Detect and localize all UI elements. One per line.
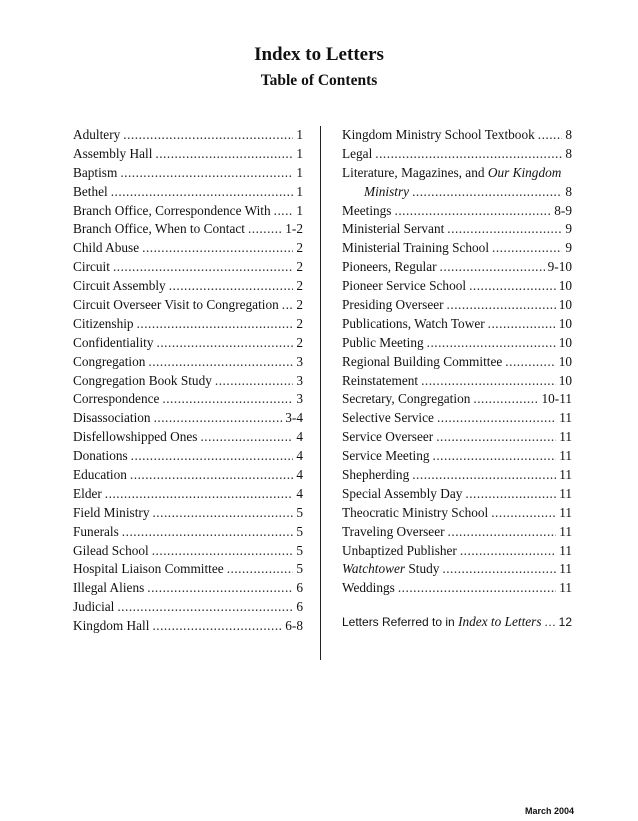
index-entry [342, 428, 572, 447]
entry-label: Illegal Aliens [73, 580, 145, 596]
index-entry [73, 126, 303, 145]
index-entry [73, 428, 303, 447]
index-entry [342, 542, 572, 561]
entry-page: 4 [296, 485, 303, 501]
entry-label: Weddings [342, 580, 395, 596]
entry-page: 11 [559, 523, 572, 539]
entry-label: Ministry [364, 183, 410, 199]
footer-date: March 2004 [525, 806, 575, 816]
dot-leader [447, 220, 562, 239]
entry-page: 6-8 [285, 618, 303, 634]
dot-leader [492, 239, 562, 258]
index-entry [342, 447, 572, 466]
index-entry [342, 315, 572, 334]
entry-page: 11 [559, 504, 572, 520]
entry-page: 10 [558, 315, 572, 331]
dot-leader [447, 296, 556, 315]
dot-leader [147, 579, 293, 598]
entry-page: 2 [296, 315, 303, 331]
entry-label: Circuit Assembly [73, 278, 166, 294]
entry-label: Funerals [73, 523, 119, 539]
entry-label: Kingdom Ministry School Textbook [342, 127, 535, 142]
entry-label: Assembly Hall [73, 145, 153, 161]
entry-page: 9 [565, 240, 572, 256]
index-entry [73, 258, 303, 277]
entry-label: Pioneer Service School [342, 278, 467, 294]
dot-leader [375, 145, 562, 164]
entry-page: 4 [296, 429, 303, 445]
dot-leader [122, 523, 294, 542]
dot-leader [412, 183, 562, 202]
entry-page: 1 [296, 145, 303, 161]
entry-page: 3 [296, 353, 303, 369]
entry-page: 5 [296, 523, 303, 539]
index-entry [342, 296, 572, 315]
index-entry [342, 372, 572, 391]
index-entry [73, 164, 303, 183]
dot-leader [433, 447, 557, 466]
entry-label: Kingdom Hall [73, 618, 150, 634]
dot-leader [398, 579, 556, 598]
index-entry [342, 334, 572, 353]
entry-label: Service Meeting [342, 448, 430, 464]
entry-label: Theocratic Ministry School [342, 504, 489, 520]
entry-page: 1 [296, 183, 303, 199]
dot-leader [137, 315, 294, 334]
entry-label: Hospital Liaison Committee [73, 561, 224, 577]
index-entry [342, 164, 572, 183]
entry-label: Letters Referred to in Index to Letters [342, 614, 542, 630]
entry-label: Citizenship [73, 315, 134, 331]
dot-leader [505, 353, 555, 372]
entry-page: 2 [296, 297, 303, 313]
index-entry [342, 353, 572, 372]
entry-page: 5 [296, 561, 303, 577]
entry-page: 10-11 [541, 391, 572, 407]
dot-leader [142, 239, 293, 258]
dot-leader [274, 202, 294, 221]
index-entry [73, 202, 303, 221]
entry-label: Adultery [73, 127, 121, 142]
index-entry [342, 560, 572, 579]
dot-leader [113, 258, 293, 277]
entry-label: Selective Service [342, 410, 434, 426]
entry-label: Public Meeting [342, 334, 424, 350]
entry-page: 1-2 [285, 221, 303, 237]
dot-leader [157, 334, 294, 353]
entry-label: Congregation Book Study [73, 372, 212, 388]
entry-page: 8 [565, 145, 572, 161]
entry-page: 10 [558, 297, 572, 313]
index-entry [73, 315, 303, 334]
spacer [342, 598, 572, 613]
entry-page: 2 [296, 278, 303, 294]
entry-label: Circuit Overseer Visit to Congregation [73, 297, 279, 313]
index-entry [73, 542, 303, 561]
dot-leader [117, 598, 293, 617]
index-entry [73, 579, 303, 598]
dot-leader [465, 485, 556, 504]
dot-leader [473, 390, 538, 409]
dot-leader [440, 258, 545, 277]
dot-leader [488, 315, 556, 334]
index-entry [73, 598, 303, 617]
entry-page: 12 [558, 615, 572, 630]
entry-label: Secretary, Congregation [342, 391, 471, 407]
entry-label: Regional Building Committee [342, 353, 503, 369]
index-entry [73, 372, 303, 391]
dot-leader [545, 613, 556, 632]
entry-page: 5 [296, 504, 303, 520]
page-subtitle: Table of Contents [260, 72, 378, 89]
dot-leader [491, 504, 556, 523]
entry-page: 10 [558, 372, 572, 388]
entry-label: Watchtower Study [342, 561, 440, 577]
entry-label: Confidentiality [73, 334, 154, 350]
entry-label: Ministerial Servant [342, 221, 445, 237]
dot-leader [154, 409, 283, 428]
dot-leader [148, 353, 293, 372]
entry-page: 11 [559, 561, 572, 577]
entry-page: 9 [565, 221, 572, 237]
entry-page: 10 [558, 334, 572, 350]
index-entry [73, 390, 303, 409]
entry-label: Judicial [73, 599, 115, 615]
index-entry [342, 258, 572, 277]
index-entry [342, 277, 572, 296]
index-entry [342, 239, 572, 258]
entry-label: Service Overseer [342, 429, 434, 445]
dot-leader [131, 447, 294, 466]
index-entry [342, 390, 572, 409]
entry-label: Branch Office, When to Contact [73, 221, 245, 237]
entry-page: 2 [296, 240, 303, 256]
entry-label: Correspondence [73, 391, 160, 407]
entry-page: 3-4 [285, 410, 303, 426]
index-entry [342, 523, 572, 542]
dot-leader [421, 372, 556, 391]
column-divider [320, 126, 321, 660]
entry-page: 11 [559, 542, 572, 558]
index-entry [73, 409, 303, 428]
entry-label: Traveling Overseer [342, 523, 445, 539]
entry-page: 10 [558, 278, 572, 294]
dot-leader [152, 542, 294, 561]
index-entry [342, 126, 572, 145]
entry-page: 11 [559, 429, 572, 445]
entry-page: 3 [296, 391, 303, 407]
index-entry [73, 504, 303, 523]
entry-page: 1 [296, 164, 303, 180]
index-entry [342, 220, 572, 239]
entry-label: Education [73, 467, 127, 483]
index-entry [73, 485, 303, 504]
dot-leader [437, 409, 556, 428]
index-entry [73, 353, 303, 372]
entry-page: 11 [559, 467, 572, 483]
dot-leader [152, 504, 293, 523]
entry-page: 6 [296, 599, 303, 615]
dot-leader [215, 372, 293, 391]
entry-label: Child Abuse [73, 240, 140, 256]
index-entry [342, 613, 572, 632]
right-index-column [342, 126, 572, 632]
index-entry [342, 504, 572, 523]
entry-label: Pioneers, Regular [342, 259, 437, 275]
dot-leader [442, 560, 556, 579]
entry-page: 3 [296, 372, 303, 388]
index-entry [73, 523, 303, 542]
dot-leader [395, 202, 552, 221]
dot-leader [169, 277, 294, 296]
entry-label: Literature, Magazines, and Our Kingdom [342, 164, 562, 180]
entry-label: Baptism [73, 164, 118, 180]
index-entry [342, 485, 572, 504]
entry-page: 8 [565, 183, 572, 199]
dot-leader [200, 428, 293, 447]
dot-leader [123, 126, 293, 145]
entry-page: 10 [558, 353, 572, 369]
index-entry [73, 220, 303, 239]
entry-label: Donations [73, 448, 128, 464]
entry-page: 4 [296, 448, 303, 464]
index-entry [342, 409, 572, 428]
entry-label: Publications, Watch Tower [342, 315, 485, 331]
entry-label: Circuit [73, 259, 110, 275]
dot-leader [105, 485, 294, 504]
index-entry-continuation [342, 183, 572, 202]
index-entry [73, 296, 303, 315]
entry-page: 11 [559, 448, 572, 464]
dot-leader [282, 296, 294, 315]
entry-page: 1 [296, 202, 303, 218]
entry-page: 1 [296, 127, 303, 142]
entry-page: 11 [559, 485, 572, 501]
entry-page: 11 [559, 580, 572, 596]
index-entry [73, 277, 303, 296]
dot-leader [469, 277, 556, 296]
entry-label: Congregation [73, 353, 146, 369]
dot-leader [448, 523, 557, 542]
dot-leader [130, 466, 293, 485]
index-entry [342, 202, 572, 221]
dot-leader [152, 617, 282, 636]
entry-label: Unbaptized Publisher [342, 542, 457, 558]
entry-label: Bethel [73, 183, 108, 199]
right-entry-list [342, 202, 572, 561]
entry-page: 8-9 [554, 202, 572, 218]
index-entry [342, 579, 572, 598]
dot-leader [248, 220, 282, 239]
entry-label: Legal [342, 145, 373, 161]
dot-leader [427, 334, 556, 353]
entry-label: Gilead School [73, 542, 149, 558]
entry-label: Special Assembly Day [342, 485, 463, 501]
index-entry [73, 183, 303, 202]
left-index-column [73, 126, 303, 636]
entry-page: 11 [559, 410, 572, 426]
index-entry [73, 239, 303, 258]
dot-leader [155, 145, 293, 164]
entry-page: 9-10 [547, 259, 572, 275]
entry-label: Disfellowshipped Ones [73, 429, 198, 445]
index-entry [73, 334, 303, 353]
dot-leader [162, 390, 293, 409]
index-entry [73, 466, 303, 485]
index-entry [342, 466, 572, 485]
entry-label: Presiding Overseer [342, 297, 444, 313]
dot-leader [111, 183, 294, 202]
entry-page: 5 [296, 542, 303, 558]
dot-leader [460, 542, 556, 561]
index-entry [73, 145, 303, 164]
dot-leader [227, 560, 294, 579]
entry-label: Meetings [342, 202, 392, 218]
entry-label: Ministerial Training School [342, 240, 490, 256]
index-entry [73, 617, 303, 636]
dot-leader [120, 164, 293, 183]
entry-page: 4 [296, 467, 303, 483]
entry-page: 2 [296, 259, 303, 275]
dot-leader [412, 466, 556, 485]
entry-page: 8 [565, 127, 572, 142]
page-title: Index to Letters [254, 44, 384, 65]
index-entry [73, 560, 303, 579]
entry-label: Disassociation [73, 410, 151, 426]
entry-page: 6 [296, 580, 303, 596]
entry-label: Elder [73, 485, 102, 501]
index-entry [342, 145, 572, 164]
index-entry [73, 447, 303, 466]
dot-leader [436, 428, 556, 447]
dot-leader [538, 126, 563, 145]
entry-label: Reinstatement [342, 372, 419, 388]
entry-label: Branch Office, Correspondence With [73, 202, 271, 218]
entry-label: Shepherding [342, 467, 410, 483]
entry-label: Field Ministry [73, 504, 150, 520]
entry-page: 2 [296, 334, 303, 350]
